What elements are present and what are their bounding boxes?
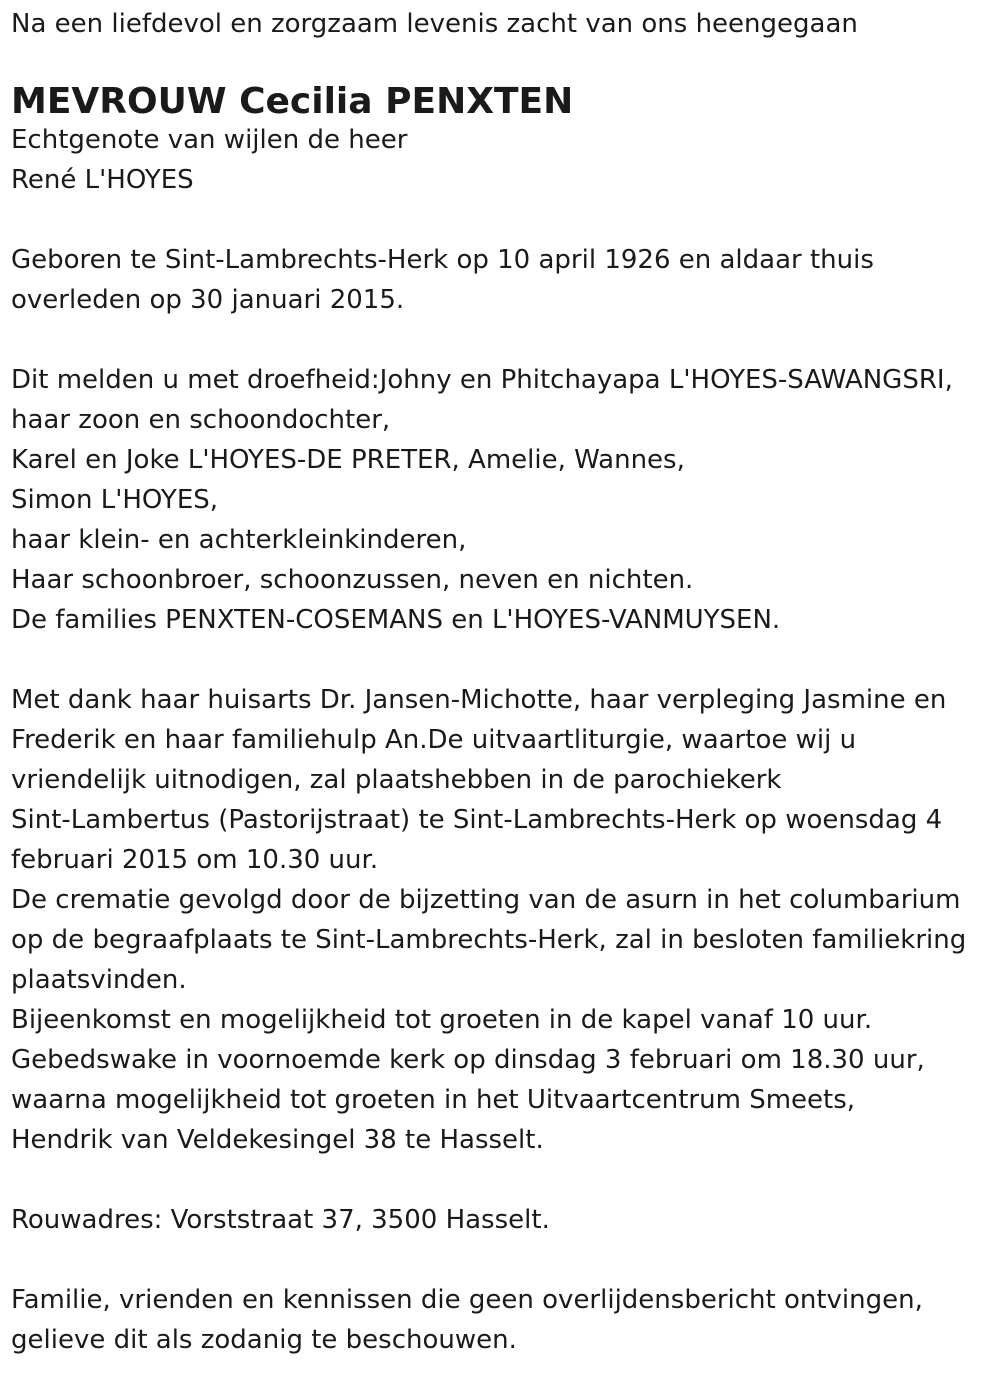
family-line: Simon L'HOYES, xyxy=(11,485,219,515)
ceremony-line: vriendelijk uitnodigen, zal plaatshebben in de parochiekerk xyxy=(11,765,782,795)
intro-line: Na een liefdevol en zorgzaam levenis zacht van ons heengegaan xyxy=(11,9,858,39)
ceremony-line: Sint-Lambertus (Pastorijstraat) te Sint-Lambrechts-Herk op woensdag 4 xyxy=(11,805,943,835)
closing-block xyxy=(11,1280,996,1360)
family-line: Karel en Joke L'HOYES-DE PRETER, Amelie, Wannes, xyxy=(11,445,685,475)
birth-death-line: overleden op 30 januari 2015. xyxy=(11,285,405,315)
paragraph-gap xyxy=(11,200,996,240)
ceremony-block xyxy=(11,680,996,1160)
closing-line: gelieve dit als zodanig te beschouwen. xyxy=(11,1325,517,1355)
ceremony-line: op de begraafplaats te Sint-Lambrechts-Herk, zal in besloten familiekring xyxy=(11,925,967,955)
family-line: Haar schoonbroer, schoonzussen, neven en nichten. xyxy=(11,565,694,595)
family-line: De families PENXTEN-COSEMANS en L'HOYES-VANMUYSEN. xyxy=(11,605,781,635)
closing-line: Familie, vrienden en kennissen die geen overlijdensbericht ontvingen, xyxy=(11,1285,923,1315)
birth-death-line: Geboren te Sint-Lambrechts-Herk op 10 april 1926 en aldaar thuis xyxy=(11,245,874,275)
ceremony-line: De crematie gevolgd door de bijzetting van de asurn in het columbarium xyxy=(11,885,961,915)
ceremony-line: Gebedswake in voornoemde kerk op dinsdag 3 februari om 18.30 uur, xyxy=(11,1045,925,1075)
ceremony-line: Met dank haar huisarts Dr. Jansen-Michotte, haar verpleging Jasmine en xyxy=(11,685,947,715)
family-line: haar klein- en achterkleinkinderen, xyxy=(11,525,467,555)
ceremony-line: februari 2015 om 10.30 uur. xyxy=(11,845,379,875)
paragraph-gap xyxy=(11,1240,996,1280)
spouse-line: Echtgenote van wijlen de heer xyxy=(11,125,408,155)
birth-death-block xyxy=(11,240,996,320)
family-line: Dit melden u met droefheid:Johny en Phitchayapa L'HOYES-SAWANGSRI, xyxy=(11,365,953,395)
family-line: haar zoon en schoondochter, xyxy=(11,405,391,435)
paragraph-gap xyxy=(11,640,996,680)
ceremony-line: plaatsvinden. xyxy=(11,965,187,995)
family-block xyxy=(11,360,996,640)
paragraph-gap xyxy=(11,1160,996,1200)
ceremony-line: Hendrik van Veldekesingel 38 te Hasselt. xyxy=(11,1125,544,1155)
ceremony-line: Frederik en haar familiehulp An.De uitvaartliturgie, waartoe wij u xyxy=(11,725,857,755)
ceremony-line: Bijeenkomst en mogelijkheid tot groeten in de kapel vanaf 10 uur. xyxy=(11,1005,873,1035)
paragraph-gap xyxy=(11,320,996,360)
ceremony-line: waarna mogelijkheid tot groeten in het Uitvaartcentrum Smeets, xyxy=(11,1085,856,1115)
obituary-notice xyxy=(11,4,996,1360)
deceased-name: MEVROUW Cecilia PENXTEN xyxy=(11,81,574,122)
mourning-address: Rouwadres: Vorststraat 37, 3500 Hasselt. xyxy=(11,1205,550,1235)
spouse-block xyxy=(11,120,996,200)
spouse-line: René L'HOYES xyxy=(11,165,194,195)
